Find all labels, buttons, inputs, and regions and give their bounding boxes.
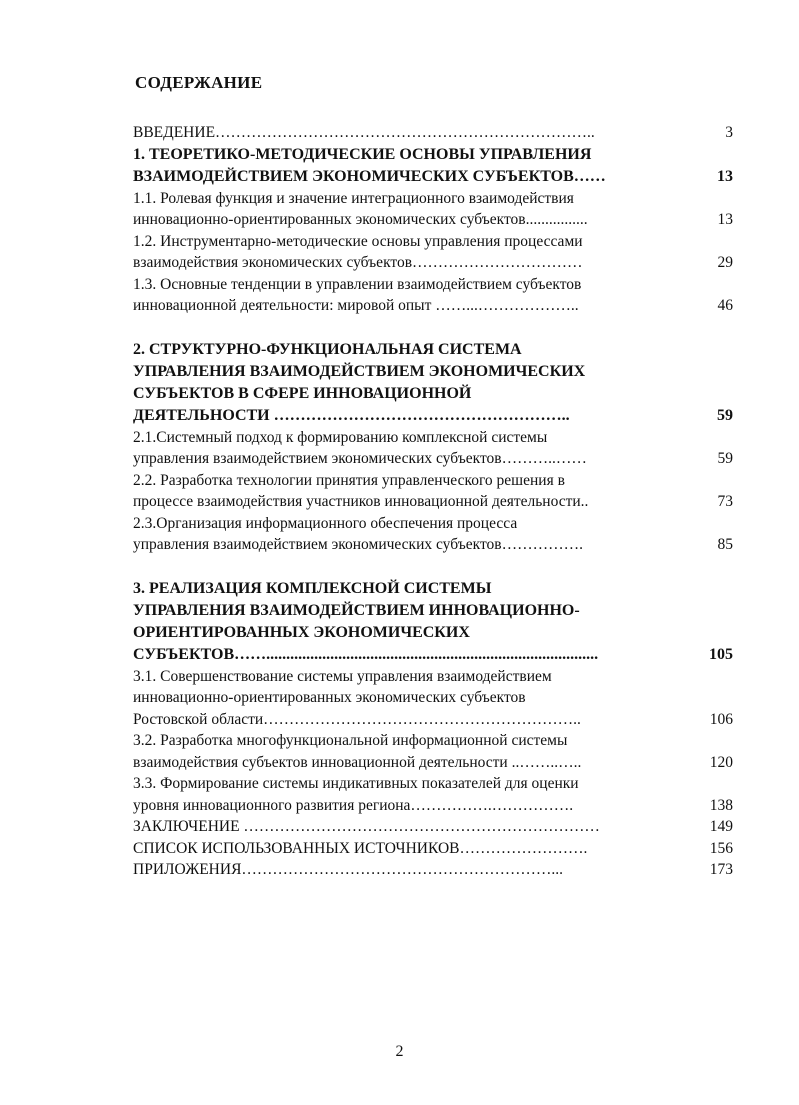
toc-entry-line: ПРИЛОЖЕНИЯ……………………………………………………... [133, 861, 564, 878]
toc-entry-page: 73 [717, 493, 733, 510]
toc-entry-title [133, 274, 699, 317]
toc-entry [133, 816, 733, 838]
toc-entry-title [133, 513, 699, 556]
toc-entry [133, 513, 733, 556]
toc-entry-line: СУБЪЕКТОВ В СФЕРЕ ИННОВАЦИОННОЙ [133, 384, 472, 402]
toc-entry-line: инновационной деятельности: мировой опыт ……...……………….. [133, 297, 579, 314]
table-of-contents [133, 122, 733, 881]
toc-entry-page: 138 [709, 796, 733, 814]
toc-entry-line: 3.3. Формирование системы индикативных показателей для оценки [133, 775, 579, 792]
toc-entry-page: 3 [725, 124, 733, 141]
toc-entry-line: 1. ТЕОРЕТИКО-МЕТОДИЧЕСКИЕ ОСНОВЫ УПРАВЛЕНИЯ [133, 145, 592, 163]
toc-entry-line: СПИСОК ИСПОЛЬЗОВАННЫХ ИСТОЧНИКОВ……………………. [133, 839, 588, 857]
section-gap [133, 556, 733, 578]
toc-entry-page: 13 [717, 211, 733, 228]
toc-entry-line: 3.1. Совершенствование системы управления взаимодействием [133, 667, 552, 685]
toc-entry-line: 2.2. Разработка технологии принятия управленческого решения в [133, 471, 565, 489]
toc-entry-page: 59 [717, 450, 733, 467]
toc-entry [133, 339, 733, 427]
toc-entry-line: УПРАВЛЕНИЯ ВЗАИМОДЕЙСТВИЕМ ИННОВАЦИОННО- [133, 601, 580, 619]
toc-entry-line: ДЕЯТЕЛЬНОСТИ ……………………………………………….. [133, 406, 570, 424]
toc-entry-line: ЗАКЛЮЧЕНИЕ …………………………………………………………… [133, 818, 600, 835]
toc-entry-page: 105 [709, 645, 733, 663]
toc-entry-line: 1.2. Инструментарно-методические основы управления процессами [133, 232, 583, 250]
toc-entry-line: уровня инновационного развития региона…………….……………. [133, 796, 574, 814]
toc-entry [133, 773, 733, 816]
toc-entry-title [133, 122, 699, 144]
toc-entry-title [133, 773, 699, 816]
toc-entry-title [133, 666, 699, 731]
toc-entry-line: управления взаимодействием экономических субъектов……………. [133, 536, 583, 553]
toc-entry-line: 1.3. Основные тенденции в управлении взаимодействием субъектов [133, 275, 582, 293]
toc-entry-title [133, 427, 699, 470]
toc-entry-title [133, 816, 699, 838]
toc-entry-page: 85 [717, 536, 733, 553]
toc-entry [133, 231, 733, 274]
toc-entry-line: инновационно-ориентированных экономических субъектов................ [133, 211, 588, 228]
toc-entry-page: 149 [709, 818, 733, 835]
toc-entry-line: ВВЕДЕНИЕ……………………………………………………………….. [133, 124, 595, 141]
toc-entry-line: 3. РЕАЛИЗАЦИЯ КОМПЛЕКСНОЙ СИСТЕМЫ [133, 579, 492, 597]
toc-entry-line: процессе взаимодействия участников инновационной деятельности.. [133, 493, 589, 510]
toc-entry-line: 2.1.Системный подход к формированию комплексной системы [133, 428, 548, 446]
toc-entry-title [133, 730, 699, 773]
page-number: 2 [395, 1043, 404, 1060]
toc-entry-line: Ростовской области…………………………………………………….. [133, 710, 581, 728]
toc-entry-page: 120 [709, 753, 733, 771]
toc-entry [133, 666, 733, 731]
toc-entry-line: инновационно-ориентированных экономических субъектов [133, 689, 526, 706]
toc-entry-line: взаимодействия экономических субъектов…………………………… [133, 254, 583, 271]
toc-entry-title [133, 859, 699, 881]
toc-entry [133, 122, 733, 144]
toc-entry-line: ОРИЕНТИРОВАННЫХ ЭКОНОМИЧЕСКИХ [133, 623, 470, 641]
toc-entry [133, 188, 733, 231]
toc-entry-title [133, 339, 699, 427]
toc-entry-page: 106 [709, 710, 733, 728]
toc-entry-page: 46 [717, 297, 733, 314]
toc-entry [133, 427, 733, 470]
toc-entry-title [133, 188, 699, 231]
toc-entry-page: 59 [717, 406, 733, 424]
toc-entry [133, 144, 733, 188]
toc-entry-line: 2.3.Организация информационного обеспечения процесса [133, 514, 518, 532]
toc-entry [133, 470, 733, 513]
toc-entry-line: взаимодействия субъектов инновационной деятельности ..……..….. [133, 753, 582, 771]
toc-entry-line: управления взаимодействием экономических субъектов………..…… [133, 450, 587, 467]
toc-entry [133, 274, 733, 317]
toc-entry-title [133, 470, 699, 513]
toc-entry-page: 156 [709, 839, 733, 857]
toc-entry [133, 730, 733, 773]
toc-entry-line: 3.2. Разработка многофункциональной информационной системы [133, 732, 568, 749]
toc-entry-line: 1.1. Ролевая функция и значение интеграционного взаимодействия [133, 189, 574, 207]
toc-entry-page: 13 [717, 167, 733, 185]
section-gap [133, 317, 733, 339]
toc-entry [133, 838, 733, 860]
page-title: СОДЕРЖАНИЕ [135, 73, 263, 92]
toc-entry [133, 578, 733, 666]
toc-entry-line: ВЗАИМОДЕЙСТВИЕМ ЭКОНОМИЧЕСКИХ СУБЪЕКТОВ…… [133, 167, 606, 185]
toc-entry [133, 859, 733, 881]
toc-entry-title [133, 838, 699, 860]
toc-entry-page: 29 [717, 254, 733, 271]
toc-entry-line: 2. СТРУКТУРНО-ФУНКЦИОНАЛЬНАЯ СИСТЕМА [133, 340, 522, 358]
toc-entry-title [133, 578, 699, 666]
toc-entry-title [133, 144, 699, 188]
toc-entry-line: СУБЪЕКТОВ……................................................................................... [133, 645, 599, 663]
toc-entry-page: 173 [709, 861, 733, 878]
toc-entry-line: УПРАВЛЕНИЯ ВЗАИМОДЕЙСТВИЕМ ЭКОНОМИЧЕСКИХ [133, 362, 586, 380]
toc-entry-title [133, 231, 699, 274]
